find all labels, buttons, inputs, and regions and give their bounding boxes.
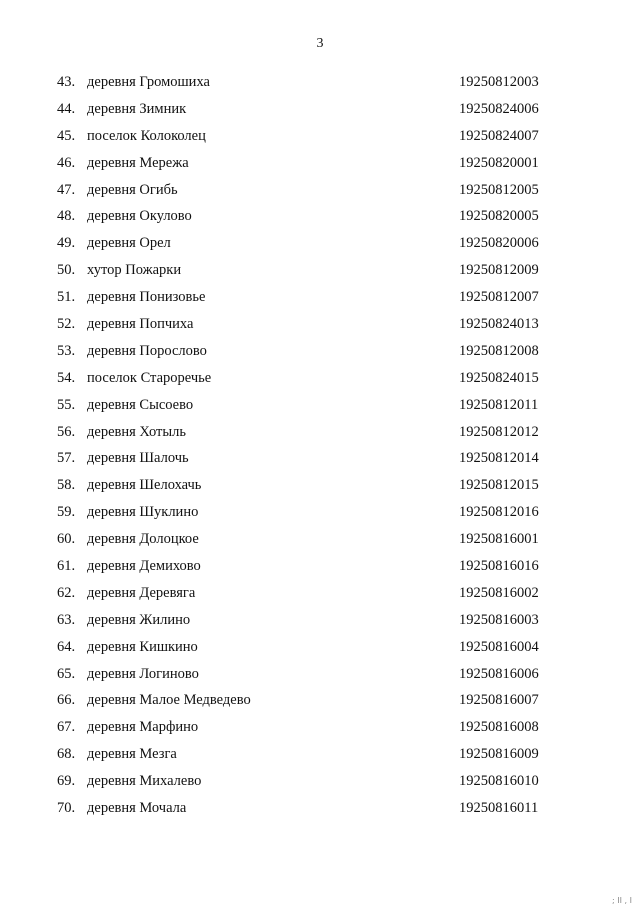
list-item: [0, 502, 640, 529]
list-item: [0, 72, 640, 99]
list-item: [0, 744, 640, 771]
settlement-code: 19250816003: [459, 611, 539, 628]
item-number: 46.: [57, 154, 76, 171]
settlement-code: 19250816011: [459, 800, 539, 817]
list-item: [0, 556, 640, 583]
settlement-name: деревня Жилино: [87, 611, 191, 628]
settlement-name: деревня Понизовье: [87, 289, 206, 306]
settlement-code: 19250816006: [459, 665, 539, 682]
list-item: [0, 260, 640, 287]
item-number: 69.: [57, 773, 76, 790]
item-number: 68.: [57, 746, 76, 763]
settlement-code: 19250816008: [459, 719, 539, 736]
item-number: 43.: [57, 74, 76, 90]
settlement-name: деревня Демихово: [87, 558, 201, 575]
list-item: [0, 126, 640, 153]
settlement-name: деревня Логиново: [87, 665, 199, 682]
settlement-name: деревня Сысоево: [87, 396, 194, 413]
item-number: 57.: [57, 450, 76, 467]
item-number: 60.: [57, 531, 76, 548]
settlement-name: деревня Огибь: [87, 181, 178, 198]
settlement-code: 19250816004: [459, 638, 539, 655]
list-item: [0, 583, 640, 610]
settlement-code: 19250824015: [459, 369, 539, 386]
item-number: 63.: [57, 611, 76, 628]
page-number: 3: [316, 36, 324, 51]
item-number: 51.: [57, 289, 76, 306]
list-item: [0, 180, 640, 207]
settlement-code: 19250812014: [459, 450, 539, 467]
footer-mark: ; II , I: [612, 896, 632, 905]
list-item: [0, 448, 640, 475]
settlement-code: 19250812003: [459, 74, 539, 90]
item-number: 56.: [57, 423, 76, 440]
list-item: [0, 664, 640, 691]
item-number: 67.: [57, 719, 76, 736]
settlement-code: 19250820006: [459, 235, 539, 252]
settlement-name: деревня Кишкино: [87, 638, 198, 655]
settlement-code: 19250812009: [459, 262, 539, 279]
item-number: 58.: [57, 477, 76, 494]
settlement-name: деревня Громошиха: [87, 74, 210, 90]
item-number: 50.: [57, 262, 76, 279]
item-number: 59.: [57, 504, 76, 521]
settlement-name: поселок Староречье: [87, 369, 212, 386]
settlement-code: 19250812015: [459, 477, 539, 494]
settlement-name: деревня Шелохачь: [87, 477, 202, 494]
settlement-code: 19250820005: [459, 208, 539, 225]
item-number: 52.: [57, 316, 76, 333]
settlement-name: деревня Окулово: [87, 208, 192, 225]
settlement-name: деревня Попчиха: [87, 316, 194, 333]
item-number: 45.: [57, 127, 76, 144]
settlement-code: 19250816016: [459, 558, 539, 575]
settlement-code: 19250816009: [459, 746, 539, 763]
settlement-name: хутор Пожарки: [87, 262, 182, 279]
settlement-code: 19250812007: [459, 289, 539, 306]
list-item: [0, 798, 640, 825]
settlement-name: деревня Хотыль: [87, 423, 186, 440]
settlement-code: 19250816010: [459, 773, 539, 790]
item-number: 54.: [57, 369, 76, 386]
settlement-code: 19250812012: [459, 423, 539, 440]
settlement-name: деревня Михалево: [87, 773, 202, 790]
settlement-name: деревня Мережа: [87, 154, 189, 171]
item-number: 70.: [57, 800, 76, 817]
settlement-name: деревня Орел: [87, 235, 171, 252]
settlement-code: 19250816007: [459, 692, 539, 709]
settlement-name: деревня Мезга: [87, 746, 177, 763]
list-item: [0, 637, 640, 664]
item-number: 64.: [57, 638, 76, 655]
settlement-name: деревня Мочала: [87, 800, 187, 817]
settlement-code: 19250812005: [459, 181, 539, 198]
list-item: [0, 529, 640, 556]
settlement-code: 19250820001: [459, 154, 539, 171]
item-number: 65.: [57, 665, 76, 682]
list-item: [0, 422, 640, 449]
item-number: 55.: [57, 396, 76, 413]
list-item: [0, 717, 640, 744]
settlement-name: деревня Порослово: [87, 342, 207, 359]
settlement-name: деревня Шалочь: [87, 450, 189, 467]
settlement-code: 19250812008: [459, 342, 539, 359]
list-item: [0, 314, 640, 341]
settlement-code: 19250824013: [459, 316, 539, 333]
settlement-code: 19250812011: [459, 396, 539, 413]
list-item: [0, 341, 640, 368]
item-number: 53.: [57, 342, 76, 359]
settlement-code: 19250824006: [459, 100, 539, 117]
list-item: [0, 153, 640, 180]
item-number: 66.: [57, 692, 76, 709]
list-item: [0, 99, 640, 126]
settlement-code: 19250816002: [459, 584, 539, 601]
settlement-code: 19250816001: [459, 531, 539, 548]
list-item: [0, 233, 640, 260]
settlement-name: деревня Марфино: [87, 719, 199, 736]
settlement-name: деревня Шуклино: [87, 504, 199, 521]
list-item: [0, 475, 640, 502]
list-item: [0, 287, 640, 314]
list-item: [0, 690, 640, 717]
list-item: [0, 206, 640, 233]
settlement-name: поселок Колоколец: [87, 127, 206, 144]
item-number: 62.: [57, 584, 76, 601]
item-number: 47.: [57, 181, 76, 198]
list-item: [0, 368, 640, 395]
settlement-code: 19250824007: [459, 127, 539, 144]
settlement-name: деревня Малое Медведево: [87, 692, 251, 709]
settlement-list: [0, 72, 640, 825]
settlement-name: деревня Долоцкое: [87, 531, 199, 548]
settlement-code: 19250812016: [459, 504, 539, 521]
settlement-name: деревня Деревяга: [87, 584, 196, 601]
item-number: 49.: [57, 235, 76, 252]
item-number: 48.: [57, 208, 76, 225]
item-number: 44.: [57, 100, 76, 117]
list-item: [0, 395, 640, 422]
item-number: 61.: [57, 558, 76, 575]
list-item: [0, 771, 640, 798]
list-item: [0, 610, 640, 637]
settlement-name: деревня Зимник: [87, 100, 187, 117]
